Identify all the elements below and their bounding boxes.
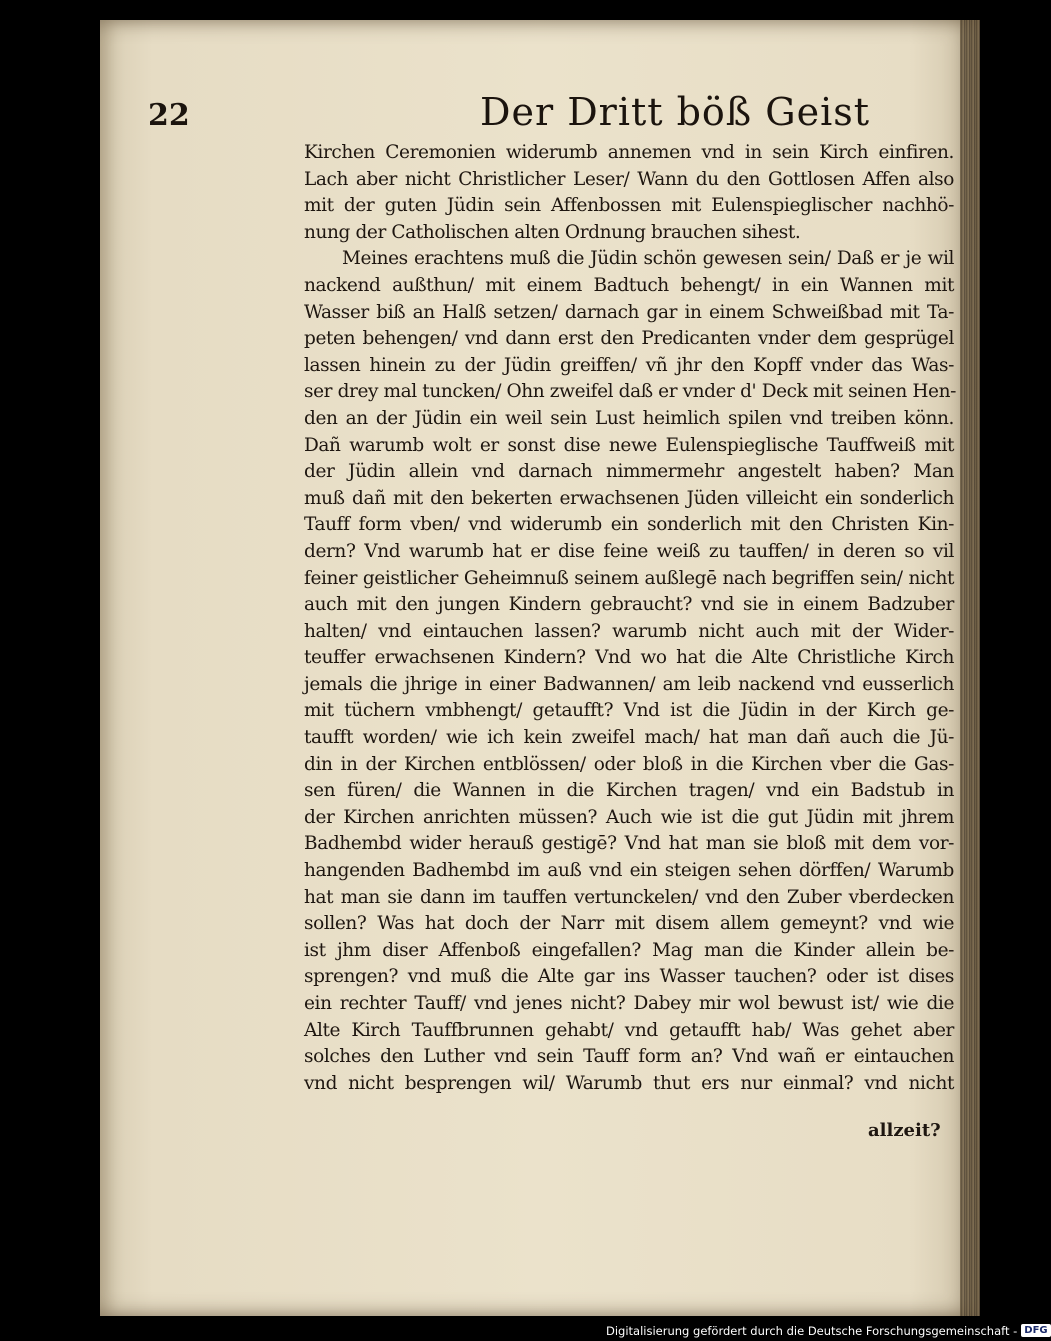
text-line: Kirchen Ceremonien widerumb annemen vnd in sein Kirch einfiren. [304,142,954,163]
text-line: hangenden Badhembd im auß vnd ein steigen sehen dörffen/ Warumb [304,860,954,882]
text-line: solches den Luther vnd sein Tauff form an? Vnd wañ er eintauchen [304,1046,954,1068]
footer-credit: Digitalisierung gefördert durch die Deutsche Forschungsgemeinschaft - [606,1323,1018,1338]
dfg-logo-icon: DFG [1021,1324,1050,1337]
text-line: mit der guten Jüdin sein Affenbossen mit Eulenspieglischer nachhö- [304,195,954,217]
text-line: vnd nicht besprengen wil/ Warumb thut ers nur einmal? vnd nicht [304,1072,954,1094]
text-line: nackend außthun/ mit einem Badtuch behengt/ in ein Wannen mit [304,274,954,296]
text-line: Dañ warumb wolt er sonst dise newe Eulenspieglische Tauffweiß mit [304,434,954,456]
text-line: sollen? Was hat doch der Narr mit disem allem gemeynt? vnd wie [304,913,954,935]
text-line: der Kirchen anrichten müssen? Auch wie ist die gut Jüdin mit jhrem [304,806,954,828]
text-line: Alte Kirch Tauffbrunnen gehabt/ vnd getaufft hab/ Was gehet aber [304,1019,954,1041]
text-line: mit tüchern vmbhengt/ getaufft? Vnd ist die Jüdin in der Kirch ge- [304,700,954,722]
text-line: dern? Vnd warumb hat er dise feine weiß zu tauffen/ in deren so vil [304,540,954,562]
text-line: teuffer erwachsenen Kindern? Vnd wo hat die Alte Christliche Kirch [304,647,954,669]
page-number: 22 [148,98,190,133]
text-line: Wasser biß an Halß setzen/ darnach gar in einem Schweißbad mit Ta- [304,301,954,323]
text-line: taufft worden/ wie ich kein zweifel mach/ hat man dañ auch die Jü- [304,727,954,749]
text-line: den an der Jüdin ein weil sein Lust heimlich spilen vnd treiben könn. [304,407,954,429]
text-line: ser drey mal tuncken/ Ohn zweifel daß er vnder d' Deck mit seinen Hen- [304,381,956,403]
running-head [148,90,871,138]
text-line: sprengen? vnd muß die Alte gar ins Wasser tauchen? oder ist dises [304,966,954,988]
text-line: halten/ vnd eintauchen lassen? warumb nicht auch mit der Wider- [304,620,954,642]
text-line: sen füren/ die Wannen in die Kirchen tragen/ vnd ein Badstub in [304,780,954,802]
text-line: auch mit den jungen Kindern gebraucht? vnd sie in einem Badzuber [304,594,954,616]
text-line: der Jüdin allein vnd darnach nimmermehr angestelt haben? Man [304,461,954,483]
text-line: feiner geistlicher Geheimnuß seinem außlegē nach begriffen sein/ nicht [304,567,954,589]
text-line: hat man sie dann im tauffen vertunckelen/ vnd den Zuber vberdecken [304,886,954,908]
text-line: peten behengen/ vnd dann erst den Predicanten vnder dem gesprügel [304,328,954,350]
running-head-title: Der Dritt böß Geist [480,90,871,134]
text-line: nung der Catholischen alten Ordnung brauchen sihest. [304,221,801,243]
catchword: allzeit? [868,1120,941,1141]
page-gutter-edge [960,20,980,1316]
text-line: muß dañ mit den bekerten erwachsenen Jüden villeicht ein sonderlich [304,487,954,509]
body-text [304,140,954,1097]
text-line: Meines erachtens muß die Jüdin schön gewesen sein/ Daß er je wil [342,248,954,270]
text-line: Tauff form vben/ vnd widerumb ein sonderlich mit den Christen Kin- [304,514,954,536]
text-line: Badhembd wider herauß gestigē? Vnd hat man sie bloß mit dem vor- [304,833,954,855]
digitization-footer [606,1322,1051,1339]
text-line: ein rechter Tauff/ vnd jenes nicht? Dabey mir wol bewust ist/ wie die [304,993,954,1014]
text-line: din in der Kirchen entblössen/ oder bloß in die Kirchen vber die Gas- [304,753,954,775]
text-line: Lach aber nicht Christlicher Leser/ Wann du den Gottlosen Affen also [304,168,954,190]
text-line: jemals die jhrige in einer Badwannen/ am leib nackend vnd eusserlich [304,673,954,695]
text-line: ist jhm diser Affenboß eingefallen? Mag man die Kinder allein be- [304,939,954,961]
text-line: lassen hinein zu der Jüdin greiffen/ vñ jhr den Kopff vnder das Was- [304,354,954,376]
